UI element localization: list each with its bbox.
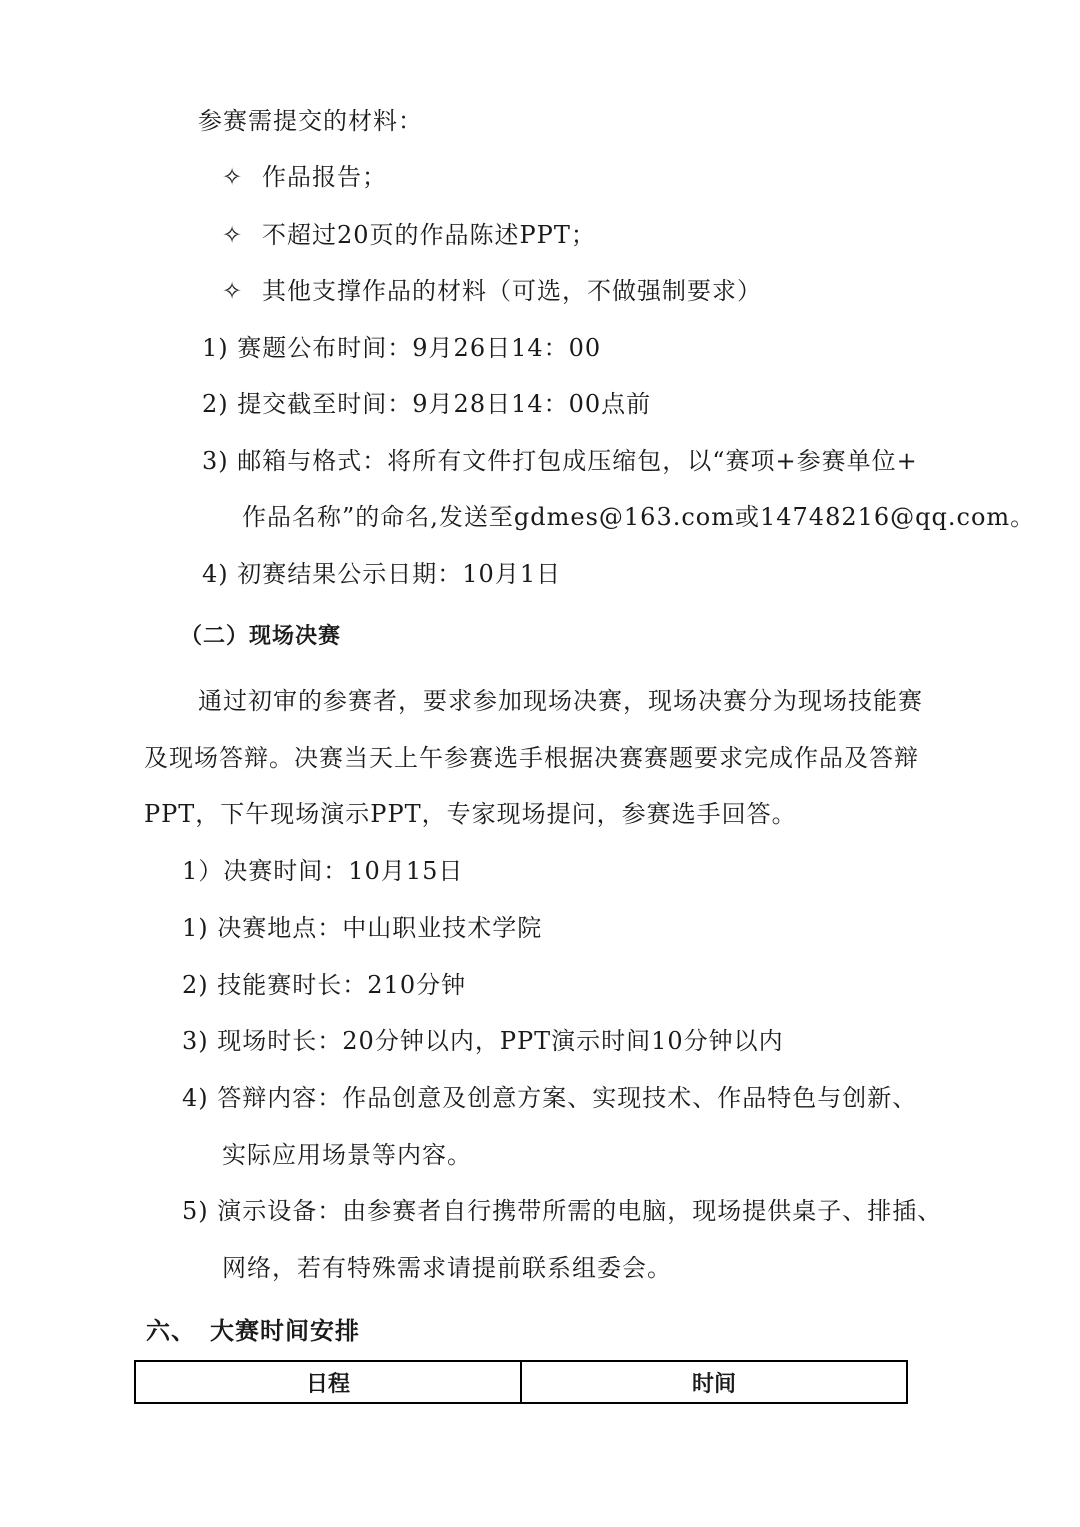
- diamond-bullet-icon: ✧: [222, 163, 244, 191]
- list-number: 4): [202, 560, 229, 588]
- materials-item: ✧ 不超过20页的作品陈述PPT；: [222, 218, 596, 252]
- diamond-bullet-icon: ✧: [222, 221, 244, 249]
- final-item: 3) 现场时长：20分钟以内，PPT演示时间10分钟以内: [182, 1027, 784, 1055]
- list-number: 4): [182, 1084, 209, 1112]
- final-paragraph-line: 及现场答辩。决赛当天上午参赛选手根据决赛赛题要求完成作品及答辩: [144, 744, 919, 772]
- list-number: 5): [182, 1197, 209, 1225]
- diamond-bullet-icon: ✧: [222, 277, 244, 305]
- final-heading: （二）现场决赛: [180, 624, 342, 649]
- section-heading: [146, 1314, 360, 1348]
- prelim-item: 2) 提交截至时间：9月28日14：00点前: [202, 390, 652, 418]
- final-item-continuation: 网络，若有特殊需求请提前联系组委会。: [222, 1254, 672, 1282]
- list-number: 1): [182, 914, 209, 942]
- materials-item: ✧ 作品报告；: [222, 160, 387, 194]
- final-item: 1）决赛时间：10月15日: [182, 857, 464, 885]
- table-header-row: [135, 1361, 907, 1403]
- list-number: 1): [202, 334, 229, 362]
- list-number: 3): [202, 447, 229, 475]
- table-header-time: 时间: [521, 1361, 907, 1403]
- final-item: 1) 决赛地点：中山职业技术学院: [182, 914, 543, 942]
- final-item: 5) 演示设备：由参赛者自行携带所需的电脑，现场提供桌子、排插、: [182, 1197, 943, 1225]
- section-title: 大赛时间安排: [210, 1317, 360, 1345]
- table-header-schedule: 日程: [135, 1361, 521, 1403]
- final-item: 4) 答辩内容：作品创意及创意方案、实现技术、作品特色与创新、: [182, 1084, 918, 1112]
- prelim-item: 3) 邮箱与格式：将所有文件打包成压缩包，以“赛项+参赛单位+: [202, 447, 918, 475]
- section-number: 六、: [146, 1317, 196, 1345]
- list-number: 2): [182, 971, 209, 999]
- list-number: 2): [202, 390, 229, 418]
- final-paragraph-line: PPT，下午现场演示PPT，专家现场提问，参赛选手回答。: [144, 800, 797, 828]
- prelim-item: 4) 初赛结果公示日期：10月1日: [202, 560, 562, 588]
- schedule-table: [134, 1360, 908, 1404]
- materials-heading: 参赛需提交的材料：: [198, 107, 423, 135]
- prelim-item: 1) 赛题公布时间：9月26日14：00: [202, 334, 602, 362]
- final-item-continuation: 实际应用场景等内容。: [222, 1141, 472, 1169]
- final-paragraph-line: 通过初审的参赛者，要求参加现场决赛，现场决赛分为现场技能赛: [198, 687, 923, 715]
- list-number: 1）: [182, 857, 224, 885]
- prelim-item-continuation: 作品名称”的命名,发送至gdmes@163.com或14748216@qq.com。: [242, 503, 1036, 531]
- materials-item: ✧ 其他支撑作品的材料（可选，不做强制要求）: [222, 274, 762, 308]
- list-number: 3): [182, 1027, 209, 1055]
- final-item: 2) 技能赛时长：210分钟: [182, 971, 467, 999]
